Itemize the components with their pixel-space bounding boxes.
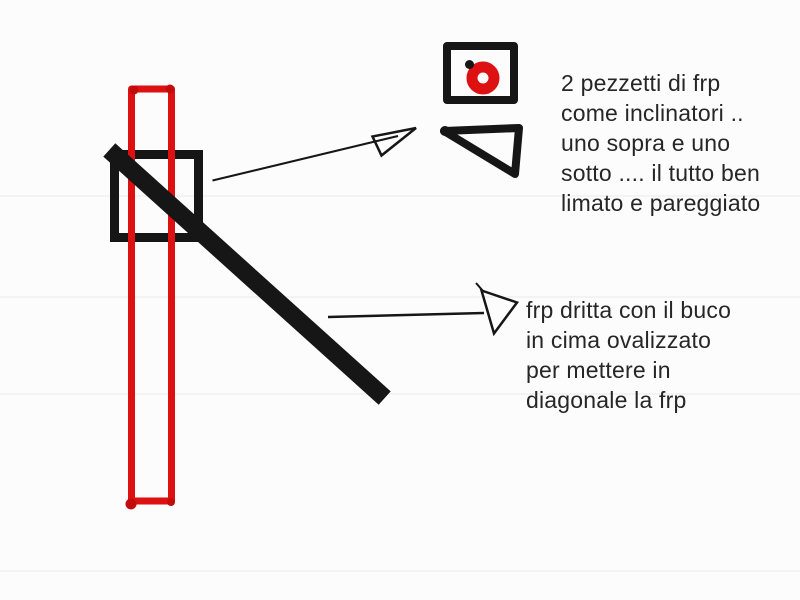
frp-piece-triangle — [444, 128, 519, 174]
red-frp-rectangle — [126, 85, 176, 510]
annotation-frp-pieces — [561, 68, 760, 218]
pen-dot — [167, 498, 175, 506]
arrow-head — [482, 291, 518, 334]
pen-dot — [166, 85, 175, 94]
annotation-line: frp dritta con il buco — [526, 297, 732, 323]
annotation-line: come inclinatori .. — [561, 100, 744, 126]
ink-smudge — [465, 60, 474, 69]
annotation-line: in cima ovalizzato — [526, 327, 712, 353]
annotation-line: limato e pareggiato — [561, 190, 761, 216]
annotation-line: 2 pezzetti di frp — [561, 70, 721, 96]
annotation-line: sotto .... il tutto ben — [561, 160, 760, 186]
arrow-line — [213, 136, 399, 181]
pen-blob — [440, 126, 450, 136]
annotation-line: per mettere in — [526, 357, 671, 383]
arrow-head — [373, 128, 417, 156]
annotation-line: uno sopra e uno — [561, 130, 731, 156]
arrow-to-diagonal — [328, 283, 517, 334]
annotation-line: diagonale la frp — [526, 387, 687, 413]
arrow-to-pieces — [213, 128, 417, 181]
arrow-line — [328, 313, 484, 317]
hole-red-donut — [472, 67, 494, 89]
diagonal-frp-bar — [116, 156, 378, 392]
annotation-diagonal-frp — [526, 295, 731, 415]
pen-dot — [130, 86, 139, 95]
pen-dot — [126, 499, 137, 510]
